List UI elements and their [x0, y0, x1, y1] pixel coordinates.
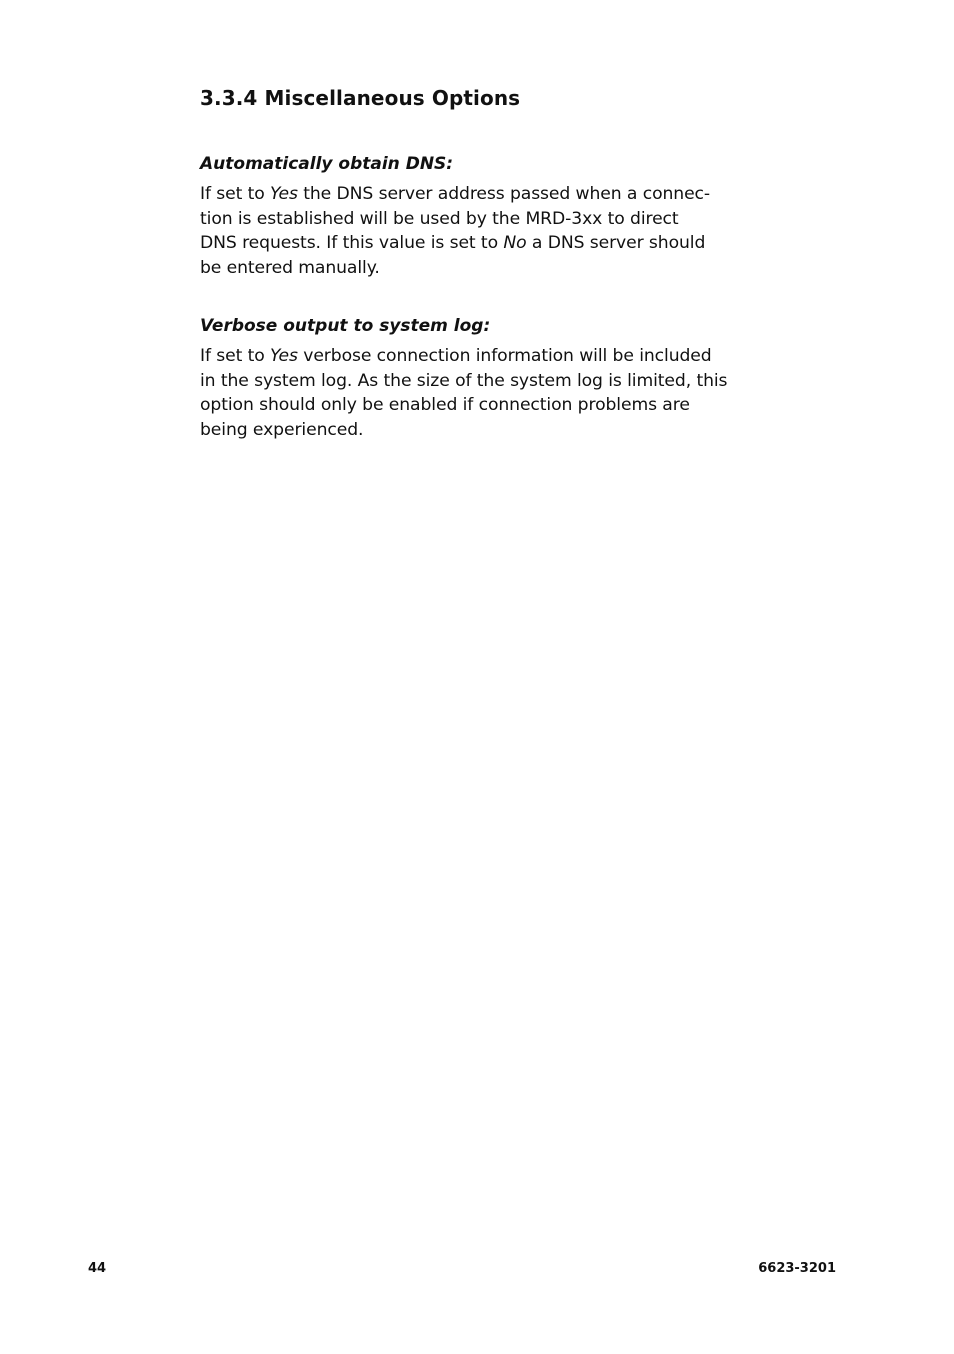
text-run: If set to — [200, 184, 271, 204]
text-run: the DNS server address passed when a connec- — [297, 184, 711, 204]
text-run: a DNS server should — [526, 233, 706, 253]
value-yes: Yes — [270, 184, 298, 204]
text-run: verbose connection information will be included — [297, 346, 712, 366]
description-line — [200, 231, 720, 256]
option-heading-auto-dns: Automatically obtain DNS: — [200, 154, 454, 174]
description-line: tion is established will be used by the MRD-3xx to direct — [200, 208, 679, 229]
description-line: be entered manually. — [200, 257, 380, 278]
text-run: DNS requests. If this value is set to — [200, 233, 504, 253]
option-heading-verbose-log: Verbose output to system log: — [200, 316, 491, 336]
description-line — [200, 182, 720, 207]
description-line: option should only be enabled if connection problems are — [200, 395, 690, 415]
description-line: being experienced. — [200, 419, 364, 440]
value-no: No — [503, 233, 527, 253]
option-description-auto-dns — [200, 182, 720, 280]
value-yes: Yes — [270, 346, 298, 366]
description-line: in the system log. As the size of the system log is limited, this — [200, 370, 728, 391]
section-title: 3.3.4 Miscellaneous Options — [200, 86, 521, 110]
description-line — [200, 344, 720, 369]
page-number: 44 — [88, 1261, 107, 1276]
document-id: 6623-3201 — [758, 1261, 836, 1276]
text-run: If set to — [200, 346, 271, 366]
option-description-verbose-log — [200, 344, 728, 442]
